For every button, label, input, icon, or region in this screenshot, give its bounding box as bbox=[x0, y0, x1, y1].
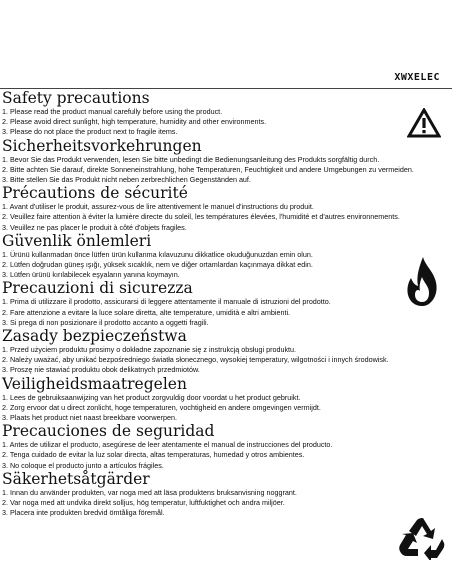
list-item: 2. Lütfen doğrudan güneş ışığı, yüksek sıcaklık, nem ve diğer ortamlardan kaçınmaya dikkat edin. bbox=[2, 260, 313, 270]
item-list bbox=[2, 297, 412, 328]
list-item: 1. Innan du använder produkten, var noga med att läsa produktens bruksanvisning noggrant. bbox=[2, 487, 297, 497]
list-item: 3. Placera inte produkten bredvid ömtåliga föremål. bbox=[2, 508, 165, 518]
list-item: 3. No coloque el producto junto a artículos frágiles. bbox=[2, 460, 164, 470]
list-item: 3. Please do not place the product next to fragile items. bbox=[2, 127, 178, 137]
brand-logo: XWXELEC bbox=[394, 72, 440, 83]
list-item: 1. Please read the product manual carefully before using the product. bbox=[2, 107, 223, 116]
section-title: Veiligheidsmaatregelen bbox=[2, 374, 187, 393]
section-title: Safety precautions bbox=[2, 89, 150, 107]
section-title: Säkerhetsåtgärder bbox=[2, 469, 150, 488]
section-title: Precauciones de seguridad bbox=[2, 422, 215, 441]
section-title: Zasady bezpieczeństwa bbox=[2, 327, 187, 346]
list-item: 3. Bitte stellen Sie das Produkt nicht neben zerbrechlichen Gegenständen auf. bbox=[2, 175, 251, 185]
section-title: Précautions de sécurité bbox=[2, 184, 188, 203]
section-title: Precauzioni di sicurezza bbox=[2, 279, 193, 298]
list-item: 2. Fare attenzione a evitare la luce solare diretta, alte temperature, umidità e altri ambienti. bbox=[2, 307, 291, 317]
recycle-icon bbox=[398, 514, 448, 560]
list-item: 2. Bitte achten Sie darauf, direkte Sonneneinstrahlung, hohe Temperaturen, Feuchtigkeit und andere Umgebungen zu vermeiden. bbox=[2, 164, 414, 174]
list-item: 1. Bevor Sie das Produkt verwenden, lesen Sie bitte unbedingt die Bedienungsanleitung des Produkts sorgfältig durch. bbox=[2, 154, 380, 164]
warning-triangle-icon bbox=[407, 108, 441, 138]
item-list bbox=[2, 155, 412, 186]
list-item: 2. Please avoid direct sunlight, high temperature, humidity and other environments. bbox=[2, 117, 267, 127]
item-list bbox=[2, 345, 412, 376]
list-item: 1. Antes de utilizar el producto, asegúrese de leer atentamente el manual de instrucciones del producto. bbox=[2, 440, 333, 450]
section-french bbox=[2, 185, 412, 233]
section-spanish bbox=[2, 423, 412, 471]
list-item: 3. Proszę nie stawiać produktu obok delikatnych przedmiotów. bbox=[2, 365, 200, 375]
section-german bbox=[2, 138, 412, 186]
section-english bbox=[2, 90, 412, 138]
precautions-list bbox=[2, 90, 412, 518]
item-list bbox=[2, 250, 412, 281]
item-list bbox=[2, 440, 412, 471]
section-title: Güvenlik önlemleri bbox=[2, 231, 152, 250]
section-dutch bbox=[2, 376, 412, 424]
list-item: 2. Tenga cuidado de evitar la luz solar directa, altas temperaturas, humedad y otros ambientes. bbox=[2, 450, 305, 460]
section-italian bbox=[2, 280, 412, 328]
item-list bbox=[2, 393, 412, 424]
item-list bbox=[2, 488, 412, 519]
list-item: 1. Lees de gebruiksaanwijzing van het product zorgvuldig door voordat u het product gebruikt. bbox=[2, 392, 301, 402]
list-item: 2. Należy uważać, aby unikać bezpośredniego światła słonecznego, wysokiej temperatury, wilgotności i innych środowisk. bbox=[2, 355, 389, 365]
list-item: 1. Przed użyciem produktu prosimy o dokładne zapoznanie się z instrukcją obsługi produktu. bbox=[2, 345, 297, 355]
list-item: 3. Plaats het product niet naast breekbare voorwerpen. bbox=[2, 413, 178, 423]
section-swedish bbox=[2, 471, 412, 519]
section-polish bbox=[2, 328, 412, 376]
list-item: 2. Var noga med att undvika direkt solljus, hög temperatur, luftfuktighet och andra miljöer. bbox=[2, 498, 285, 508]
section-turkish bbox=[2, 233, 412, 281]
list-item: 3. Si prega di non posizionare il prodotto accanto a oggetti fragili. bbox=[2, 317, 209, 327]
item-list bbox=[2, 202, 412, 233]
list-item: 1. Prima di utilizzare il prodotto, assicurarsi di leggere attentamente il manuale di istruzioni del prodotto. bbox=[2, 297, 331, 307]
list-item: 3. Veuillez ne pas placer le produit à côté d'objets fragiles. bbox=[2, 222, 187, 232]
fire-icon bbox=[402, 255, 442, 309]
list-item: 2. Veuillez faire attention à éviter la lumière directe du soleil, les températures élevées, l'humidité et d'autres environnements. bbox=[2, 212, 400, 222]
list-item: 2. Zorg ervoor dat u direct zonlicht, hoge temperaturen, vochtigheid en andere omgevingen vermijdt. bbox=[2, 402, 321, 412]
item-list bbox=[2, 107, 412, 138]
list-item: 1. Avant d'utiliser le produit, assurez-vous de lire attentivement le manuel d'instructions du produit. bbox=[2, 202, 314, 212]
section-title: Sicherheitsvorkehrungen bbox=[2, 136, 202, 155]
list-item: 1. Ürünü kullanmadan önce lütfen ürün kullanma kılavuzunu dikkatlice okuduğunuzdan emin olun. bbox=[2, 249, 313, 259]
list-item: 3. Lütfen ürünü kırılabilecek eşyaların yanına koymayın. bbox=[2, 270, 180, 280]
